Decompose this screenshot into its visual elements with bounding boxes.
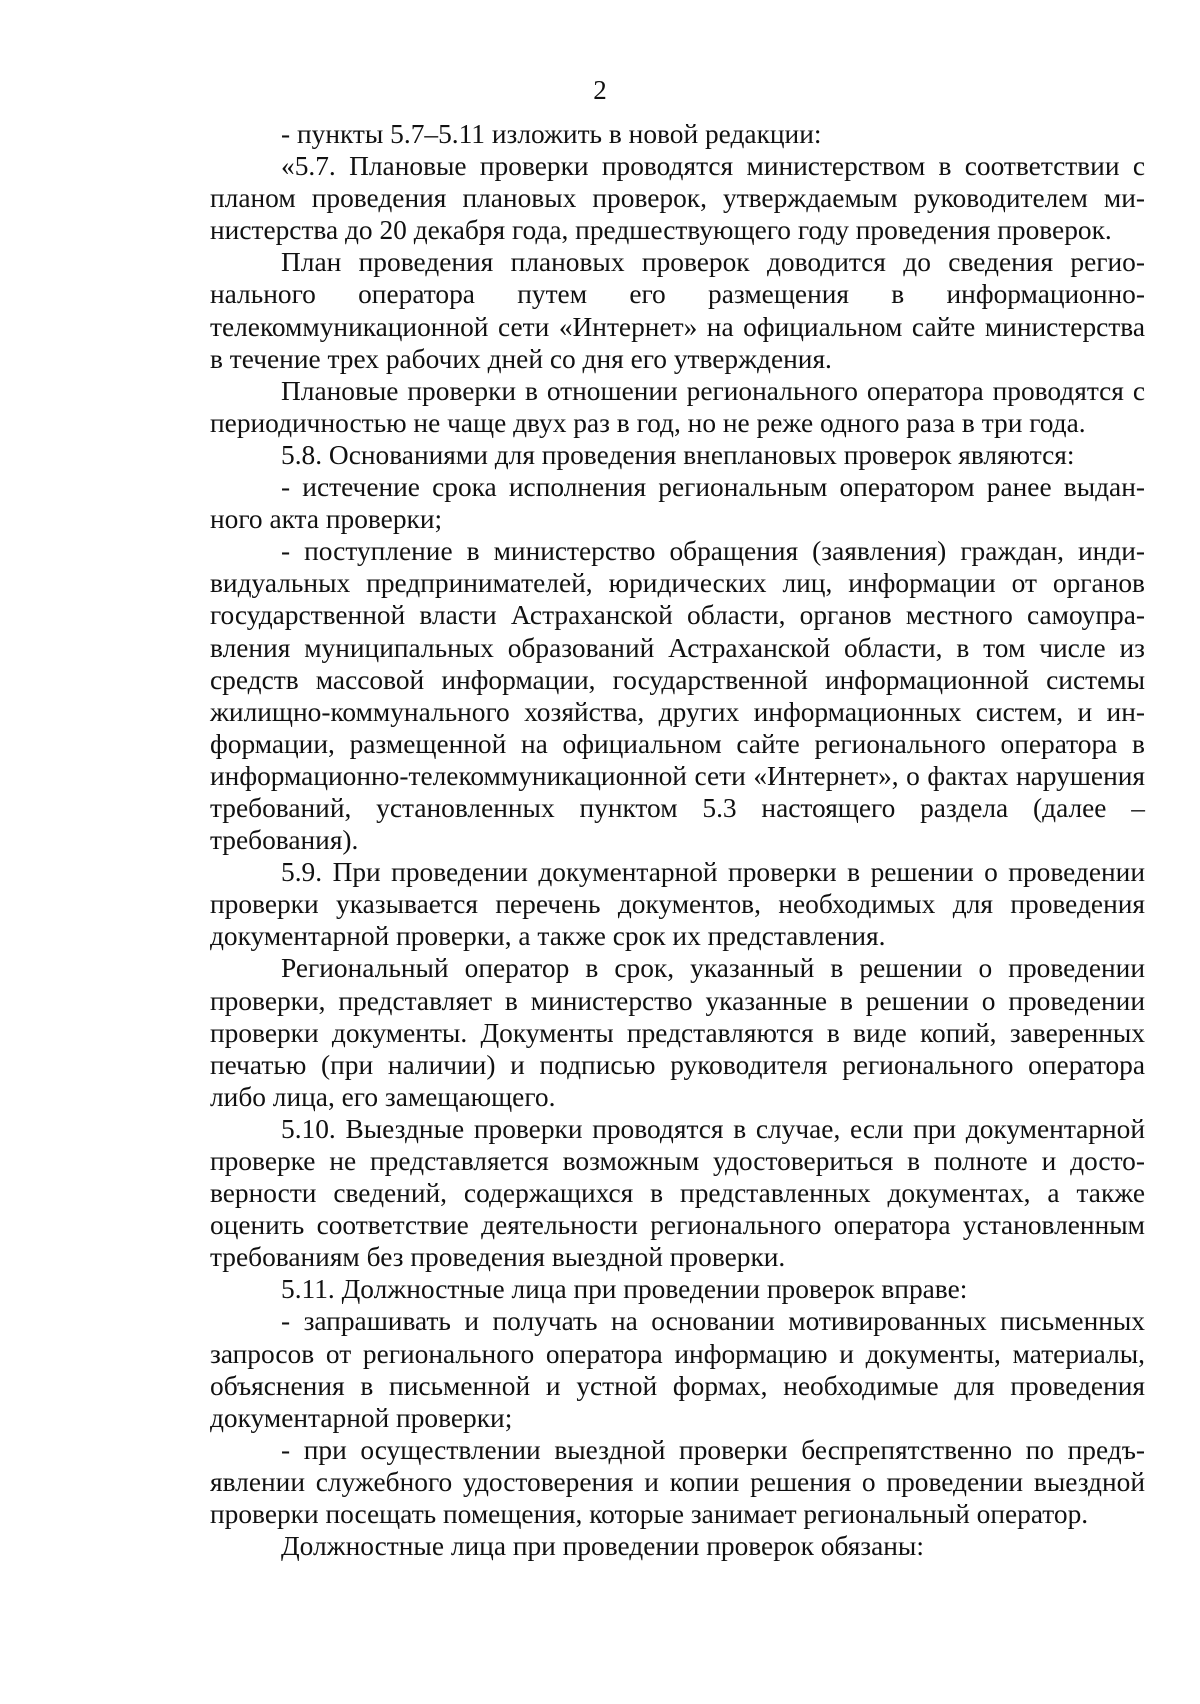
paragraph-5-9: 5.9. При проведении документарной проверки в решении о проведении проверки указывается перечень документов, необходимых для проведения документарной проверки, а также срок их представления. (210, 857, 1145, 952)
paragraph-5-8: 5.8. Основаниями для проведения внеплановых проверок являются: (281, 439, 1075, 470)
paragraph-5-7: «5.7. Плановые проверки проводятся министерством в соответствии с планом проведения плановых проверок, утверждаемым руководителем министерства до 20 декабря года, предшествующего году проведения проверок. (210, 151, 1145, 246)
paragraph-intro-amendment: - пункты 5.7–5.11 изложить в новой редакции: (281, 119, 822, 149)
paragraph-operator-documents: Региональный оператор в срок, указанный в решении о проведении проверки, представляет в министерство указанные в решении о проведении проверки документы. Документы представляются в виде копий, заверенных печатью (при наличии) и подписью руководителя регионального оператора либо лица, его замещающего. (210, 953, 1145, 1112)
page-number: 2 (593, 75, 607, 105)
document-body (210, 118, 1145, 1562)
paragraph-plan-publication: План проведения плановых проверок доводится до сведения регионального оператора путем его размещения в информационно-телекоммуникационной сети «Интернет» на официальном сайте министерства в течение трех рабочих дней со дня его утверждения. (210, 247, 1145, 374)
paragraph-5-11-item-2: - при осуществлении выездной проверки беспрепятственно по предъявлении служебного удостоверения и копии решения о проведении выездной проверки посещать помещения, которые занимает региональный оператор. (210, 1434, 1145, 1530)
paragraph-officials-obligations: Должностные лица при проведении проверок обязаны: (281, 1531, 924, 1562)
paragraph-5-8-item-1: - истечение срока исполнения региональным оператором ранее выданного акта проверки; (210, 472, 1145, 535)
paragraph-planned-frequency: Плановые проверки в отношении регионального оператора проводятся с периодичностью не чаще двух раз в год, но не реже одного раза в три года. (210, 375, 1145, 438)
paragraph-5-11: 5.11. Должностные лица при проведении проверок вправе: (281, 1274, 968, 1305)
paragraph-5-10: 5.10. Выездные проверки проводятся в случае, если при документарной проверке не представляется возможным удостовериться в полноте и достоверности сведений, содержащихся в представленных документах, а также оценить соответствие деятельности регионального оператора установленным требованиям без проведения выездной проверки. (210, 1113, 1145, 1273)
paragraph-5-8-item-2: - поступление в министерство обращения (заявления) граждан, индивидуальных предпринимателей, юридических лиц, информации от органов государственной власти Астраханской области, органов местного самоуправления муниципальных образований Астраханской области, в том числе из средств массовой информации, государственной информационной системы жилищно-коммунального хозяйства, других информационных систем, и информации, размещенной на официальном сайте регионального оператора в информационно-телекоммуникационной сети «Интернет», о фактах нарушения требований, установленных пунктом 5.3 настоящего раздела (далее – требования). (210, 536, 1145, 856)
paragraph-5-11-item-1: - запрашивать и получать на основании мотивированных письменных запросов от регионального оператора информацию и документы, материалы, объяснения в письменной и устной формах, необходимые для проведения документарной проверки; (210, 1306, 1145, 1433)
